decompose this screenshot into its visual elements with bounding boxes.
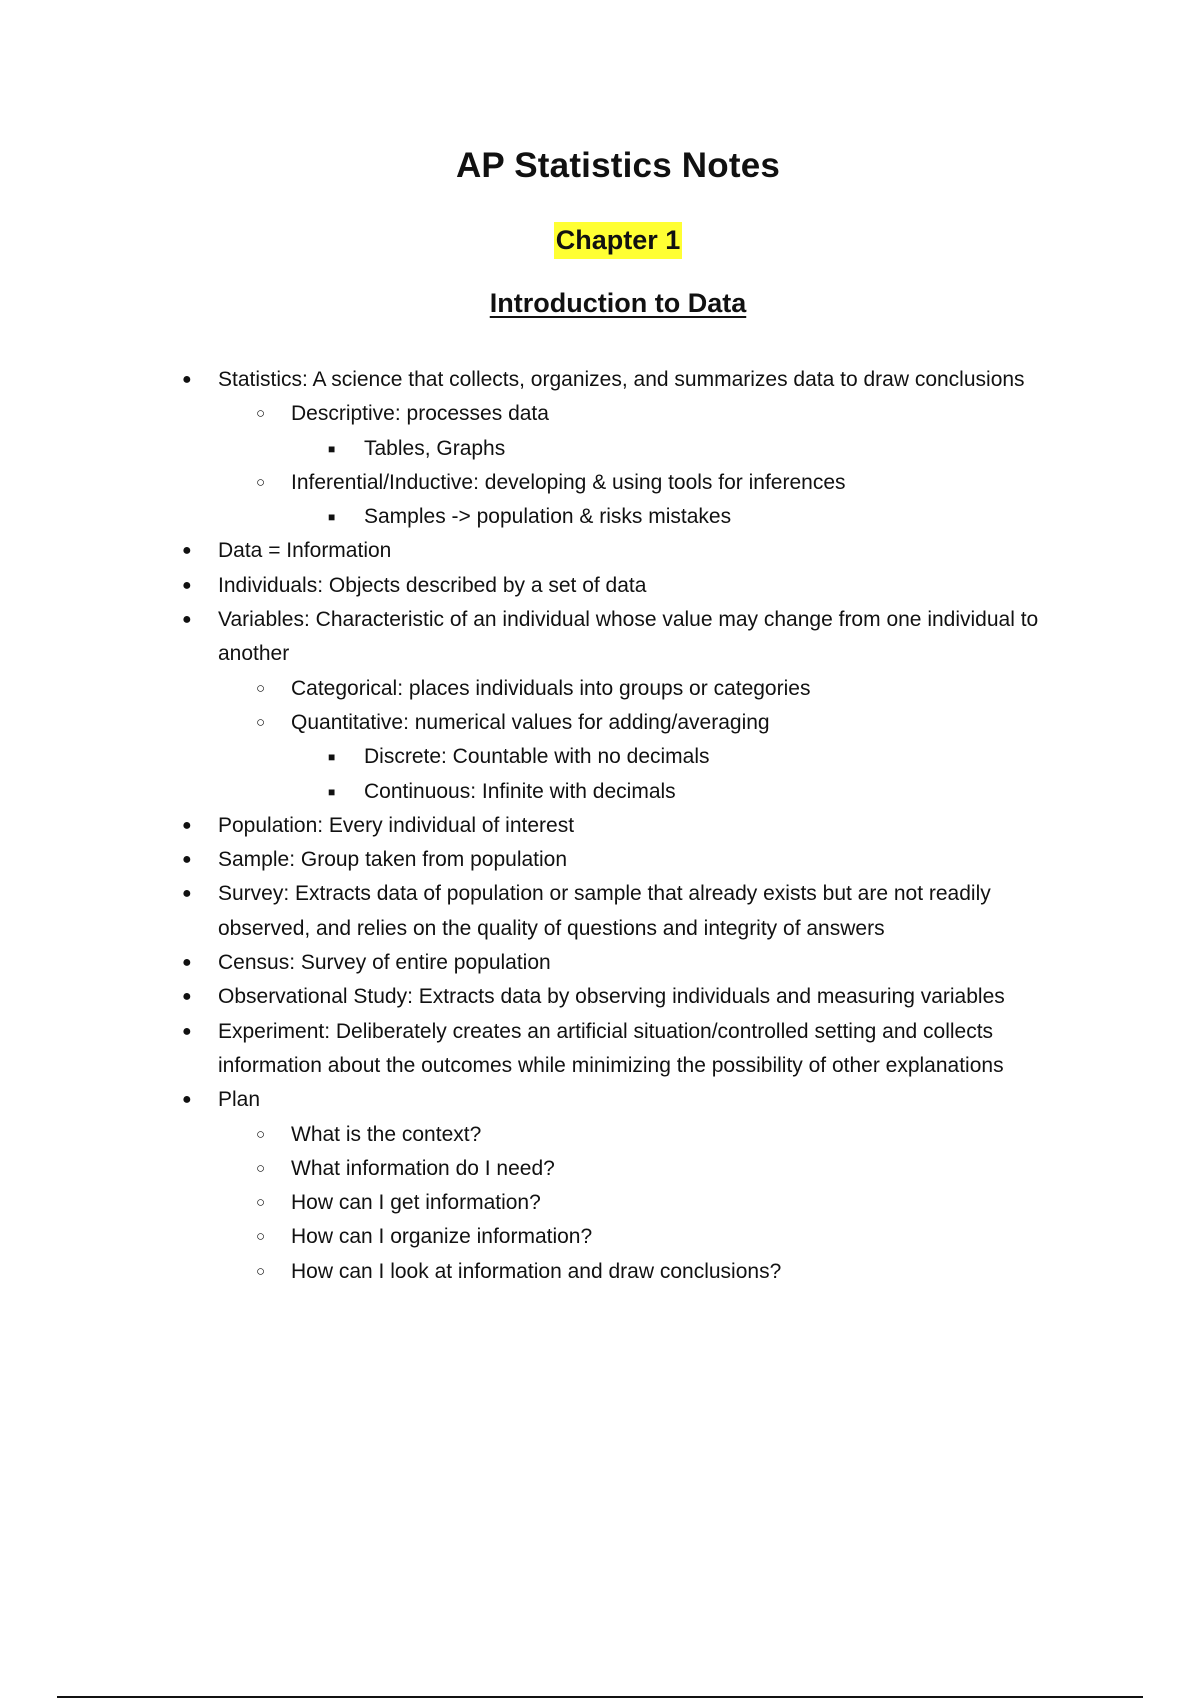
bullet-disc-icon: ● [182, 816, 192, 834]
list-item-text: Population: Every individual of interest [218, 813, 575, 837]
notes-list [0, 363, 1200, 1289]
list-item-text: How can I look at information and draw conclusions? [291, 1259, 782, 1283]
list-item-text: Categorical: places individuals into groups or categories [291, 676, 811, 700]
bullet-square-icon: ■ [328, 784, 336, 799]
bullet-disc-icon: ● [182, 1022, 192, 1040]
bullet-square-icon: ■ [328, 750, 336, 765]
list-item-text: Experiment: Deliberately creates an artificial situation/controlled setting and collects information about the outcomes while minimizing the possibility of other explanations [218, 1019, 1004, 1077]
list-item [0, 534, 1200, 568]
bullet-disc-icon: ● [182, 885, 192, 903]
list-item [0, 363, 1200, 397]
list-item [0, 809, 1200, 843]
bullet-disc-icon: ● [182, 851, 192, 869]
list-item-text: Samples -> population & risks mistakes [364, 505, 732, 529]
section-heading: Introduction to Data [489, 288, 747, 318]
list-item-text: Tables, Graphs [364, 436, 506, 460]
list-item-text: Inferential/Inductive: developing & using tools for inferences [291, 470, 846, 494]
list-item [0, 1152, 1200, 1186]
chapter-heading-wrap [0, 222, 1200, 259]
bullet-circle-icon: ○ [256, 1194, 266, 1212]
list-item [0, 1186, 1200, 1220]
list-item [0, 946, 1200, 980]
bullet-disc-icon: ● [182, 988, 192, 1006]
list-item [0, 569, 1200, 603]
bullet-circle-icon: ○ [256, 1159, 266, 1177]
list-item-text: Plan [218, 1088, 261, 1112]
list-item [0, 1118, 1200, 1152]
list-item-text: What information do I need? [291, 1156, 555, 1180]
list-item [0, 466, 1200, 500]
list-item-text: Discrete: Countable with no decimals [364, 745, 710, 769]
bullet-circle-icon: ○ [256, 1228, 266, 1246]
list-item-text: Individuals: Objects described by a set of data [218, 573, 647, 597]
list-item [0, 432, 1200, 466]
list-item-text: How can I organize information? [291, 1225, 593, 1249]
bullet-circle-icon: ○ [256, 1125, 266, 1143]
list-item [0, 1083, 1200, 1117]
list-item [0, 740, 1200, 774]
bullet-disc-icon: ● [182, 1091, 192, 1109]
list-item-text: Survey: Extracts data of population or sample that already exists but are not readily observed, and relies on the quality of questions and integrity of answers [218, 882, 991, 940]
list-item [0, 775, 1200, 809]
bullet-disc-icon: ● [182, 954, 192, 972]
bullet-square-icon: ■ [328, 441, 336, 456]
bullet-circle-icon: ○ [256, 679, 266, 697]
list-item [0, 706, 1200, 740]
list-item [0, 980, 1200, 1014]
page-title: AP Statistics Notes [455, 146, 781, 185]
list-item [0, 672, 1200, 706]
bullet-square-icon: ■ [328, 510, 336, 525]
chapter-heading: Chapter 1 [554, 222, 683, 259]
bullet-disc-icon: ● [182, 371, 192, 388]
list-item [0, 877, 1200, 946]
bullet-disc-icon: ● [182, 576, 192, 594]
footer-divider [57, 1696, 1143, 1698]
list-item [0, 843, 1200, 877]
list-item-text: Continuous: Infinite with decimals [364, 779, 676, 803]
list-item-text: Data = Information [218, 539, 392, 563]
list-item [0, 397, 1200, 431]
bullet-circle-icon: ○ [256, 1262, 266, 1280]
list-item-text: Quantitative: numerical values for adding/averaging [291, 710, 770, 734]
bullet-disc-icon: ● [182, 542, 192, 560]
list-item-text: Sample: Group taken from population [218, 848, 568, 872]
list-item-text: Variables: Characteristic of an individual whose value may change from one individual to another [218, 608, 1039, 666]
list-item-text: Census: Survey of entire population [218, 951, 551, 975]
bullet-circle-icon: ○ [256, 405, 266, 423]
bullet-disc-icon: ● [182, 611, 192, 629]
list-item [0, 603, 1200, 672]
list-item-text: Statistics: A science that collects, organizes, and summarizes data to draw conclusions [218, 368, 1025, 391]
list-item-text: Observational Study: Extracts data by observing individuals and measuring variables [218, 985, 1005, 1009]
list-item-text: What is the context? [291, 1122, 482, 1146]
list-item [0, 1015, 1200, 1084]
list-item [0, 1220, 1200, 1254]
list-item-text: How can I get information? [291, 1191, 541, 1215]
bullet-circle-icon: ○ [256, 473, 266, 491]
bullet-circle-icon: ○ [256, 713, 266, 731]
list-item-text: Descriptive: processes data [291, 402, 549, 426]
list-item [0, 500, 1200, 534]
list-item [0, 1255, 1200, 1289]
